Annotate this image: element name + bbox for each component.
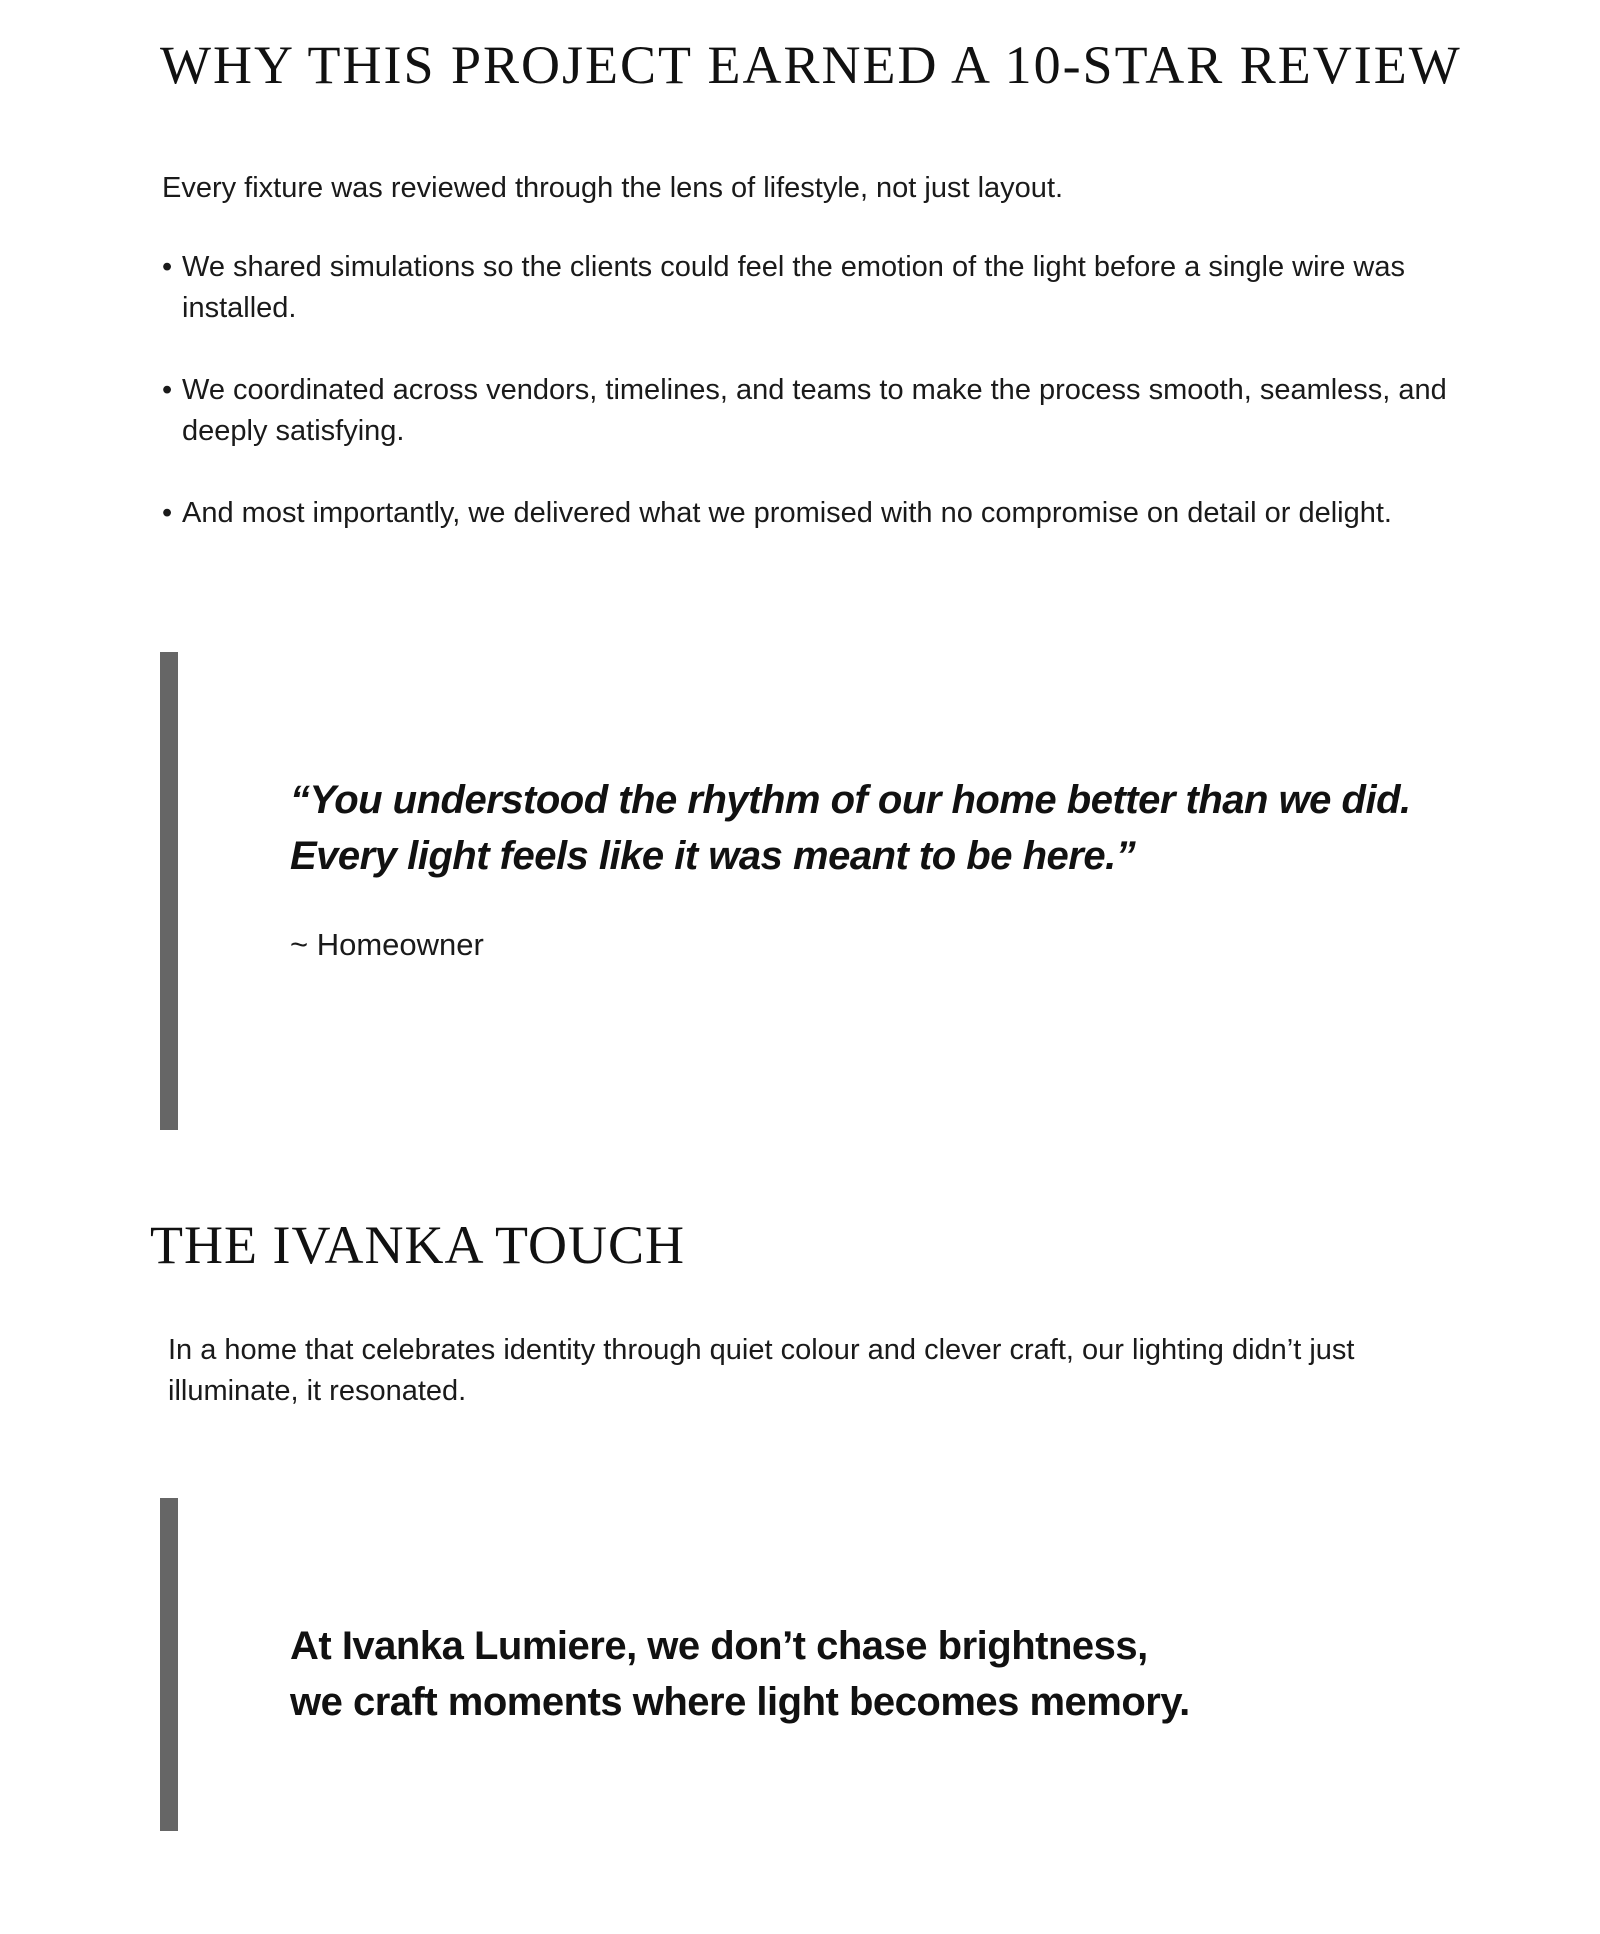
closing-quote: [290, 1618, 1190, 1730]
bullet-list: [162, 247, 1452, 575]
bullet-text: We shared simulations so the clients could feel the emotion of the light before a single wire was installed.: [182, 251, 1405, 324]
bullet-dot-icon: •: [162, 251, 173, 283]
intro-paragraph: Every fixture was reviewed through the lens of lifestyle, not just layout.: [162, 172, 1064, 204]
quote-line: At Ivanka Lumiere, we don’t chase brightness,: [290, 1624, 1148, 1668]
quote-line: Every light feels like it was meant to be here.”: [290, 834, 1136, 878]
list-item: [162, 247, 1452, 329]
quote-line: “You understood the rhythm of our home better than we did.: [290, 778, 1411, 822]
testimonial-attribution: ~ Homeowner: [290, 927, 484, 962]
ivanka-touch-paragraph: In a home that celebrates identity through quiet colour and clever craft, our lighting didn’t just illuminate, it resonated.: [168, 1334, 1355, 1407]
section-heading-review: WHY THIS PROJECT EARNED A 10-STAR REVIEW: [160, 35, 1462, 95]
bullet-text: And most importantly, we delivered what we promised with no compromise on detail or delight.: [182, 497, 1392, 529]
testimonial-quote: [290, 772, 1411, 884]
bullet-text: We coordinated across vendors, timelines, and teams to make the process smooth, seamless, and deeply satisfying.: [182, 374, 1447, 447]
quote-bar-divider: [160, 652, 178, 1130]
bullet-dot-icon: •: [162, 497, 173, 529]
quote-bar-divider: [160, 1498, 178, 1831]
list-item: [162, 370, 1452, 452]
list-item: [162, 493, 1452, 534]
bullet-dot-icon: •: [162, 374, 173, 406]
quote-line: we craft moments where light becomes memory.: [290, 1680, 1190, 1724]
section-heading-ivanka-touch: THE IVANKA TOUCH: [150, 1215, 686, 1275]
